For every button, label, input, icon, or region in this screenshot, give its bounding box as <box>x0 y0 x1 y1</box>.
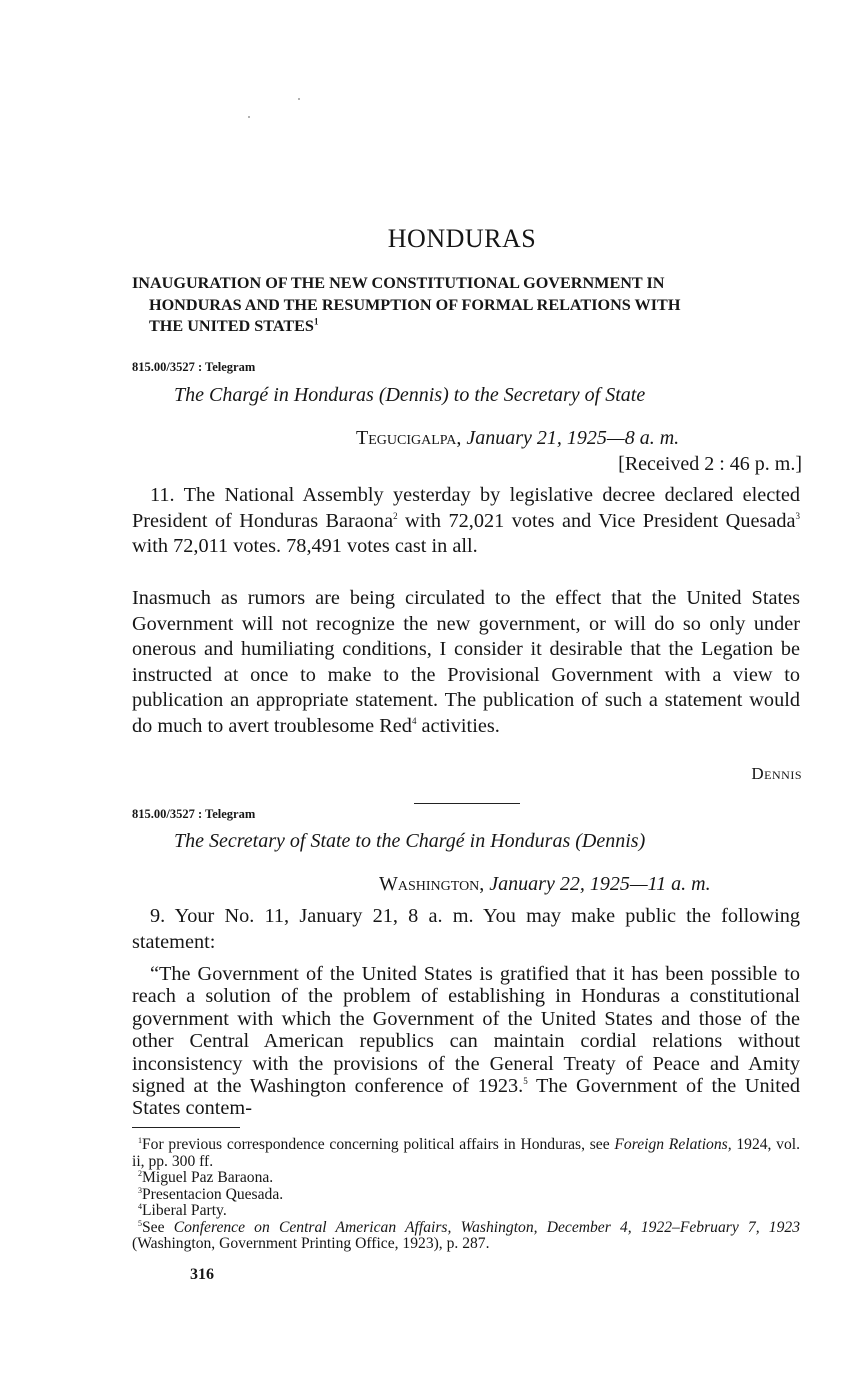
document-page <box>132 0 802 1380</box>
doc2-place: Washington, <box>379 873 485 895</box>
footnote-number: 4 <box>138 1201 142 1211</box>
footnote-text: See <box>142 1218 174 1236</box>
doc2-date: January 22, 1925—11 a. m. <box>489 873 711 895</box>
footnote-number: 5 <box>138 1218 142 1228</box>
doc2-header: The Secretary of State to the Chargé in Honduras (Dennis) <box>174 830 646 852</box>
heading-line-2: HONDURAS AND THE RESUMPTION OF FORMAL RELATIONS WITH <box>149 295 681 314</box>
scan-speck <box>298 98 300 100</box>
heading-line-3-text: THE UNITED STATES <box>149 317 314 335</box>
footnote-text: Presentacion Quesada. <box>142 1185 284 1203</box>
doc1-paragraph-2 <box>132 586 800 740</box>
footnote-ref-4: 4 <box>411 716 417 727</box>
doc2-dateline <box>379 873 711 896</box>
footnote-divider <box>132 1127 240 1128</box>
footnote-number: 1 <box>138 1135 142 1145</box>
doc2-para2-text-b: The Government of the United States contem- <box>132 1075 800 1120</box>
footnote-ref-5: 5 <box>523 1076 528 1087</box>
footnote-item <box>132 1187 800 1204</box>
doc2-para2-text-a: “The Government of the United States is gratified that it has been possible to reach a solution of the problem of establishing in Honduras a constitutional government with which the Government of the United States and those of the other Central American republics can maintain cordial relations without inconsistency with the provisions of the General Treaty of Peace and Amity signed at the Washington conference of 1923. <box>132 963 800 1098</box>
footnote-italic-text: Conference on Central American Affairs, Washington, December 4, 1922–February 7, 1923 <box>173 1218 800 1236</box>
doc1-header: The Chargé in Honduras (Dennis) to the Secretary of State <box>174 384 646 406</box>
doc1-dateline <box>356 427 679 450</box>
doc1-signature: Dennis <box>751 764 802 783</box>
doc1-para2-text-a: Inasmuch as rumors are being circulated to the effect that the United States Government will not recognize the new government, or will do so only under onerous and humiliating conditions, I consider it desirable that the Legation be instructed at once to make to the Provisional Government with a view to publication an appropriate statement. The publication of such a statement would do much to avert troublesome Red <box>132 587 800 737</box>
footnote-number: 2 <box>138 1168 142 1178</box>
heading-line-1: INAUGURATION OF THE NEW CONSTITUTIONAL GOVERNMENT IN <box>132 274 665 292</box>
doc1-para2-text-b: activities. <box>416 714 500 737</box>
footnote-item <box>132 1203 800 1220</box>
doc1-para1-text-b: with 72,021 votes and Vice President Quesada <box>397 509 796 532</box>
doc1-received: [Received 2 : 46 p. m.] <box>618 453 802 475</box>
footnote-item <box>132 1220 800 1253</box>
page-title: HONDURAS <box>387 224 537 253</box>
doc1-para1-text-c: with 72,011 votes. 78,491 votes cast in all. <box>132 535 478 558</box>
doc2-paragraph-1: 9. Your No. 11, January 21, 8 a. m. You may make public the following statement: <box>132 905 800 953</box>
doc1-paragraph-1 <box>132 483 800 560</box>
footnote-ref-1: 1 <box>313 316 319 327</box>
section-divider <box>414 803 520 804</box>
footnote-text: Liberal Party. <box>142 1202 227 1219</box>
doc1-place: Tegucigalpa, <box>356 427 462 449</box>
footnote-text: 1924, vol. ii, pp. 300 ff. <box>132 1136 801 1170</box>
footnote-number: 3 <box>138 1185 142 1195</box>
footnote-ref-2: 2 <box>393 510 398 521</box>
doc2-paragraph-2 <box>132 963 800 1120</box>
doc2-file-reference: 815.00/3527 : Telegram <box>132 807 256 821</box>
heading-line-3 <box>132 316 800 338</box>
footnote-text: For previous correspondence concerning political affairs in Honduras, see <box>142 1136 615 1153</box>
footnote-italic-text: Foreign Relations, <box>614 1136 732 1153</box>
doc1-date: January 21, 1925—8 a. m. <box>466 427 680 449</box>
section-heading <box>132 273 800 338</box>
scan-speck <box>248 116 250 118</box>
page-number: 316 <box>190 1266 214 1283</box>
footnotes-list <box>132 1137 800 1253</box>
footnote-item <box>132 1137 800 1170</box>
footnote-text: (Washington, Government Printing Office, 1923), p. 287. <box>132 1235 490 1252</box>
doc1-para1-text-a: 11. The National Assembly yesterday by legislative decree declared elected President of Honduras Baraona <box>132 484 800 532</box>
footnote-ref-3: 3 <box>795 510 801 521</box>
footnote-item <box>132 1170 800 1187</box>
doc1-file-reference: 815.00/3527 : Telegram <box>132 360 256 374</box>
footnote-text: Miguel Paz Baraona. <box>142 1169 274 1186</box>
